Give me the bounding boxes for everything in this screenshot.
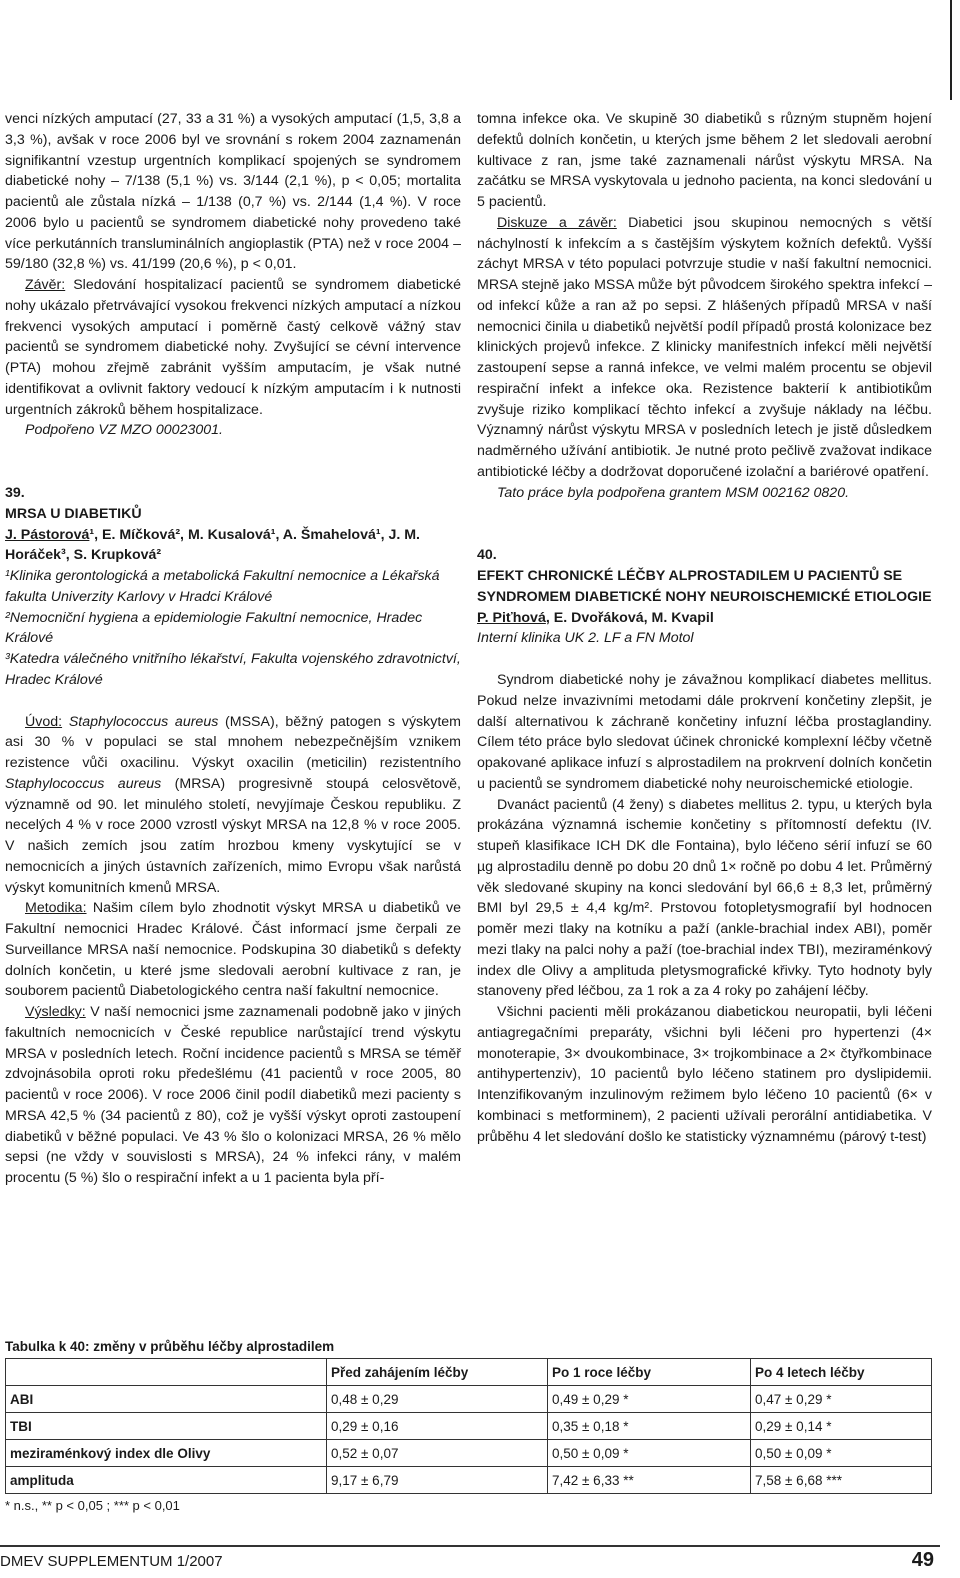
results-table-block (5, 1339, 933, 1513)
affiliation-1: ¹Klinika gerontologická a metabolická Fakultní nemocnice a Lékařská fakulta Univerzity Karlovy v Hradci Králové (5, 568, 440, 605)
table-footnote: * n.s., ** p < 0,05 ; *** p < 0,01 (5, 1498, 180, 1513)
first-author-40: P. Piťhová (477, 609, 546, 626)
support-note: Podpořeno VZ MZO 00023001. (25, 422, 223, 439)
top-right-rule (950, 0, 952, 100)
table-cell: 0,29 ± 0,14 * (751, 1413, 932, 1440)
continued-paragraph: venci nízkých amputací (27, 33 a 31 %) a vysokých amputací (1,5, 3,8 a 3,3 %), avšak v roce 2006 byl ve srovnání s rokem 2004 zaznamenán signifikantní vzestup urgentních komplikací spojených se syndromem diabetické nohy – 7/138 (5,1 %) vs. 3/144 (2,1 %), p < 0,05; mortalita pacientů ale zůstala nízká – 1/138 (0,7 %) vs. 2/144 (1,4 %). V roce 2006 bylo u pacientů se syndromem diabetické nohy provedeno také více perkutánních transluminálních angioplastik (PTA) než v roce 2004 – 59/180 (32,8 %) vs. 41/199 (20,6 %), p < 0,01. (5, 111, 461, 273)
species-name: Staphylococcus aureus (68, 713, 219, 730)
table-cell: 0,49 ± 0,29 * (548, 1386, 751, 1413)
abstract-40-p1: Syndrom diabetické nohy je závažnou komplikací diabetes mellitus. Pokud nelze invazivními metodami dále prokrvení končetiny zlepšit, je další alternativou k záchraně končetiny infuzní léčba prostaglandiny. Cílem této práce bylo sledovat účinek chronické komplexní léčby včetně opakované aplikace infuzí s alprostadilem na prokrvení dolních končetin u pacientů se syndromem diabetické nohy neuroischemické etiologie. (477, 672, 932, 792)
table-row (6, 1413, 932, 1440)
continued-paragraph-right: tomna infekce oka. Ve skupině 30 diabetiků s různým stupněm hojení defektů dolních končetin, u kterých jsme během 2 let sledovali aerobní kultivace z ran, jsme také zaznamenali nárůst výskytu MRSA. Na začátku se MRSA vyskytovala u jednoho pacienta, na konci sledování u 5 pacientů. (477, 111, 932, 210)
conclusion-text: Sledování hospitalizací pacientů se syndromem diabetické nohy ukázalo přetrvávající vysokou frekvenci nízkých amputací a nízkou frekvenci vysokých amputací i poměrně častý celkově vážný stav pacientů se syndromem diabetické nohy. Zvyšující se cévní intervence (PTA) mohou zřejmě zabránit vyšším amputacím, je však nutné identifikovat a ovlivnit faktory vedoucí k nízkým amputacím i k nutnosti urgentních zákroků během hospitalizace. (5, 277, 461, 418)
table-cell: 0,48 ± 0,29 (327, 1386, 548, 1413)
row-label: amplituda (6, 1467, 327, 1494)
grant-note: Tato práce byla podpořena grantem MSM 002162 0820. (497, 484, 850, 501)
table-cell: 0,50 ± 0,09 * (548, 1440, 751, 1467)
row-label: meziraménkový index dle Olivy (6, 1440, 327, 1467)
abstract-40-authors: P. Piťhová, E. Dvořáková, M. Kvapil (477, 609, 714, 626)
table-caption: Tabulka k 40: změny v průběhu léčby alprostadilem (5, 1339, 335, 1354)
table-header-cell: Po 4 letech léčby (751, 1359, 932, 1386)
abstract-39-title: MRSA U DIABETIKŮ (5, 505, 142, 522)
left-column (5, 109, 461, 1189)
methods-paragraph: Metodika: Našim cílem bylo zhodnotit výskyt MRSA u diabetiků ve Fakultní nemocnici Hradec Králové. Část informací jsme čerpali ze Surveillance MRSA naší nemocnice. Podskupina 30 diabetiků s defekty dolních končetin, u které jsme sledovali aerobní kultivace z ran, je souborem pacientů Diabetologického centra naší fakultní nemocnice. (5, 900, 461, 1000)
species-name-2: Staphylococcus aureus (5, 775, 162, 792)
table-cell: 0,29 ± 0,16 (327, 1413, 548, 1440)
right-column (477, 109, 932, 1147)
affiliation-40: Interní klinika UK 2. LF a FN Motol (477, 630, 694, 647)
page-footer (0, 1545, 940, 1578)
discussion-label: Diskuze a závěr: (497, 214, 617, 231)
page-number: 49 (911, 1549, 934, 1571)
results-paragraph: Výsledky: V naší nemocnici jsme zaznamenali podobně jako v jiných fakultních nemocnicích v České republice narůstající trend výskytu MRSA v posledních letech. Roční incidence pacientů s MRSA se téměř zdvojnásobila oproti roku předešlému (41 pacientů v roce 2005, 80 pacientů v roce 2006). V roce 2006 činil podíl diabetiků mezi pacienty s MRSA 42,5 % (34 pacientů z 80), což je vyšší výskyt oproti zastoupení diabetiků v běžné populaci. Ve 43 % šlo o kolonizaci MRSA, 26 % mělo sepsi (ne vždy v souvislosti s MRSA), 24 % infekci rány, v malém procentu (5 %) šlo o respirační infekt a u 1 pacienta byla pří- (5, 1004, 461, 1186)
table-cell: 9,17 ± 6,79 (327, 1467, 548, 1494)
table-cell: 0,47 ± 0,29 * (751, 1386, 932, 1413)
table-cell: 0,50 ± 0,09 * (751, 1440, 932, 1467)
intro-label: Úvod: (25, 713, 63, 730)
table-cell: 0,35 ± 0,18 * (548, 1413, 751, 1440)
table-cell: 7,58 ± 6,68 *** (751, 1467, 932, 1494)
table-row (6, 1467, 932, 1494)
table-header-row (6, 1359, 932, 1386)
abstract-40-p2: Dvanáct pacientů (4 ženy) s diabetes mellitus 2. typu, u kterých byla prokázána významná ischemie končetiny s přítomností defektu (IV. stupeň klasifikace ICH DK dle Fontaina), bylo léčeno sérií infuzí se 60 µg alprostadilu denně po dobu 20 dnů 1× ročně po dobu 4 let. Průměrný věk sledované skupiny na konci sledování byl 66,6 ± 8,3 let, průměrný BMI byl 29,5 ± 4,4 kg/m². Prstovou fotopletysmografií byl hodnocen poměr mezi tlaky na kotníku a paží (ankle-brachial index ABI), poměr mezi tlaky na palci nohy a paží (toe-brachial index TBI), meziraménkový index dle Olivy a amplituda pletysmografické křivky. Tyto hodnoty byly stanoveny před léčbou, za 1 rok a za 4 roky po zahájení léčby. (477, 796, 932, 1000)
row-label: ABI (6, 1386, 327, 1413)
abstract-39-number: 39. (5, 485, 25, 501)
table-header-cell (6, 1359, 327, 1386)
table-header-cell: Po 1 roce léčby (548, 1359, 751, 1386)
footer-rule (0, 1545, 940, 1547)
table-row (6, 1386, 932, 1413)
journal-name: DMEV SUPPLEMENTUM 1/2007 (0, 1553, 223, 1570)
results-label: Výsledky: (25, 1004, 86, 1020)
table-row (6, 1440, 932, 1467)
affiliation-3: ³Katedra válečného vnitřního lékařství, Fakulta vojenského zdravotnictví, Hradec Králové (5, 651, 461, 688)
abstract-40-number: 40. (477, 547, 497, 564)
row-label: TBI (6, 1413, 327, 1440)
abstract-40-p3: Všichni pacienti měli prokázanou diabetickou neuropatii, byli léčeni antiagregačními preparáty, všichni byli léčeni pro hypertenzi (4× monoterapie, 3× dvoukombinace, 3× trojkombinace a 2× čtyřkombinace antihypertenziv), 10 pacientů bylo léčeno statinem pro dyslipidemii. Intenzifikovaným inzulinovým režimem bylo léčeno 10 pacientů (6× v kombinaci s metforminem), 2 pacienti užívali perorální antidiabetika. V průběhu 4 let sledování došlo ke statisticky významnému (párový t-test) (477, 1004, 932, 1145)
affiliation-2: ²Nemocniční hygiena a epidemiologie Fakultní nemocnice, Hradec Králové (5, 609, 423, 647)
table-cell: 7,42 ± 6,33 ** (548, 1467, 751, 1494)
other-authors: ¹, E. Míčková², M. Kusalová¹, A. Šmahelová¹, J. M. Horáček³, S. Krupková² (5, 526, 420, 564)
table-header-cell: Před zahájením léčby (327, 1359, 548, 1386)
abstract-40-title: EFEKT CHRONICKÉ LÉČBY ALPROSTADILEM U PACIENTŮ SE SYNDROMEM DIABETICKÉ NOHY NEUROISCHEMICKÉ ETIOLOGIE (477, 568, 932, 605)
abstract-39-authors (5, 525, 461, 567)
conclusion-label: Závěr: (25, 277, 66, 293)
conclusion-paragraph (5, 275, 461, 420)
first-author: J. Pástorová (5, 526, 90, 543)
intro-paragraph: Úvod: Staphylococcus aureus (MSSA), běžný patogen s výskytem asi 30 % v populaci se stal mnohem nebezpečnějším vznikem rezistence vůči oxacilinu. Výskyt oxacilin (meticilin) rezistentního Staphylococcus aureus (MRSA) progresivně stoupá celosvětově, významně od 90. let minulého století, nevyjímaje Českou republiku. Z necelých 4 % v roce 2000 vzrostl výskyt MRSA na 12,8 % v roce 2005. V našich zemích jsou zatím hrozbou kmeny vyskytující se v nemocnicích a jiných ústavních zařízeních, mimo Evropu však narůstá výskyt komunitních kmenů MRSA. (5, 713, 461, 896)
discussion-paragraph: Diskuze a závěr: Diabetici jsou skupinou nemocných s větší náchylností k infekcím a s častějším výskytem kožních defektů. Vyšší záchyt MRSA v této populaci potvrzuje studie v naší fakultní nemocnici. MRSA stejně jako MSSA může být původcem širokého spektra infekcí – od infekcí kůže a ran až po sepsi. Z hlášených případů MRSA v naší nemocnici činila u diabetiků největší podíl případů prostá kolonizace bez klinických projevů infekce. Z klinicky manifestních infekcí měli největší zastoupení sepse a ranná infekce, ve velmi malém procentu se objevil respirační infekt a infekce oka. Rezistence bakterií k antibiotikům zvyšuje riziko komplikací těchto infekcí a zvyšuje náklady na léčbu. Významný nárůst výskytu MRSA v posledních letech je jistě důsledkem nadměrného užívání antibiotik. Je nutné proto pečlivě zvažovat indikace antibiotické léčby a dodržovat doporučené izolační a bariérové opatření. (477, 214, 932, 480)
results-table (5, 1358, 932, 1494)
table-cell: 0,52 ± 0,07 (327, 1440, 548, 1467)
methods-label: Metodika: (25, 900, 87, 917)
